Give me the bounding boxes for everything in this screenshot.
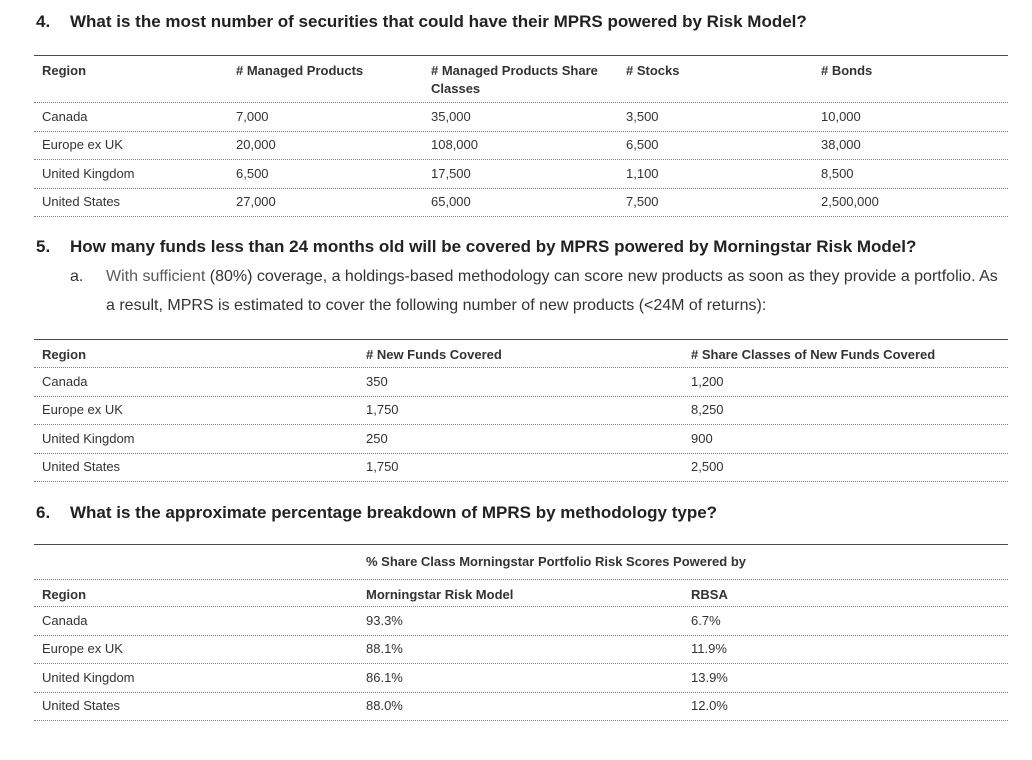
value-cell: 900 xyxy=(691,430,713,446)
value-cell: 2,500 xyxy=(691,459,724,475)
header-bonds: # Bonds xyxy=(821,63,873,78)
value-cell: 17,500 xyxy=(431,165,471,181)
region-cell: Canada xyxy=(42,373,88,389)
header-risk-model: Morningstar Risk Model xyxy=(366,587,514,602)
value-cell: 6.7% xyxy=(691,612,721,628)
value-cell: 1,100 xyxy=(626,165,659,181)
question-6-heading xyxy=(36,503,717,523)
value-cell: 38,000 xyxy=(821,137,861,153)
value-cell: 1,750 xyxy=(366,402,399,418)
value-cell: 88.1% xyxy=(366,641,403,657)
question-5-note xyxy=(70,262,1006,320)
value-cell: 27,000 xyxy=(236,194,276,210)
region-cell: United States xyxy=(42,459,121,475)
region-cell: Europe ex UK xyxy=(42,402,123,418)
value-cell: 88.0% xyxy=(366,698,403,714)
table-row xyxy=(34,636,1008,665)
header-share-classes-covered: # Share Classes of New Funds Covered xyxy=(691,347,936,362)
header-managed-products: # Managed Products xyxy=(236,63,364,78)
question-5-heading xyxy=(36,237,916,257)
table-row xyxy=(34,132,1008,161)
table-row xyxy=(34,664,1008,693)
note-highlight: With sufficient xyxy=(106,268,206,285)
region-cell: United Kingdom xyxy=(42,165,135,181)
value-cell: 11.9% xyxy=(691,641,727,657)
table-row xyxy=(34,189,1008,218)
value-cell: 8,500 xyxy=(821,165,854,181)
value-cell: 3,500 xyxy=(626,108,659,124)
region-cell: Canada xyxy=(42,108,88,124)
header-stocks: # Stocks xyxy=(626,63,680,78)
group-header: % Share Class Morningstar Portfolio Risk Scores Powered by xyxy=(366,554,746,569)
value-cell: 1,750 xyxy=(366,459,399,475)
group-header-row xyxy=(34,545,1008,580)
securities-table xyxy=(34,55,1008,217)
table-row xyxy=(34,160,1008,189)
value-cell: 8,250 xyxy=(691,402,724,418)
value-cell: 65,000 xyxy=(431,194,471,210)
question-text: How many funds less than 24 months old will be covered by MPRS powered by Morningstar Risk Model? xyxy=(70,237,917,256)
value-cell: 13.9% xyxy=(691,669,728,685)
region-cell: United Kingdom xyxy=(42,669,135,685)
question-text: What is the approximate percentage breakdown of MPRS by methodology type? xyxy=(70,503,718,522)
table-row xyxy=(34,607,1008,636)
value-cell: 10,000 xyxy=(821,108,861,124)
value-cell: 2,500,000 xyxy=(821,194,879,210)
region-cell: United Kingdom xyxy=(42,430,135,446)
table-row xyxy=(34,397,1008,426)
table-header-row xyxy=(34,580,1008,607)
value-cell: 12.0% xyxy=(691,698,728,714)
table-row xyxy=(34,693,1008,722)
methodology-table xyxy=(34,544,1008,721)
region-cell: United States xyxy=(42,698,121,714)
header-new-funds-covered: # New Funds Covered xyxy=(366,347,502,362)
table-row xyxy=(34,368,1008,397)
question-number: 5. xyxy=(36,237,51,256)
region-cell: United States xyxy=(42,194,121,210)
value-cell: 108,000 xyxy=(431,137,478,153)
value-cell: 6,500 xyxy=(626,137,659,153)
value-cell: 86.1% xyxy=(366,669,403,685)
value-cell: 35,000 xyxy=(431,108,471,124)
question-number: 4. xyxy=(36,12,51,31)
question-number: 6. xyxy=(36,503,51,522)
header-region: Region xyxy=(42,347,87,362)
value-cell: 7,000 xyxy=(236,108,269,124)
header-managed-products-share-classes: # Managed Products Share Classes xyxy=(431,63,598,96)
value-cell: 20,000 xyxy=(236,137,276,153)
question-4-heading xyxy=(36,12,807,32)
new-funds-table xyxy=(34,339,1008,482)
question-text: What is the most number of securities that could have their MPRS powered by Risk Model? xyxy=(70,12,807,31)
table-row xyxy=(34,103,1008,132)
table-row xyxy=(34,454,1008,483)
region-cell: Europe ex UK xyxy=(42,137,123,153)
table-row xyxy=(34,425,1008,454)
header-region: Region xyxy=(42,63,87,78)
value-cell: 6,500 xyxy=(236,165,269,181)
region-cell: Canada xyxy=(42,612,88,628)
value-cell: 250 xyxy=(366,430,388,446)
value-cell: 93.3% xyxy=(366,612,403,628)
table-header-row xyxy=(34,56,1008,103)
value-cell: 7,500 xyxy=(626,194,659,210)
table-header-row xyxy=(34,340,1008,368)
note-letter: a. xyxy=(70,268,84,285)
header-region: Region xyxy=(42,587,87,602)
note-text: (80%) coverage, a holdings-based methodology can score new products as soon as they provide a portfolio. As a result, MPRS is estimated to cover the following number of new products (<24M of returns): xyxy=(106,268,998,314)
value-cell: 350 xyxy=(366,373,388,389)
region-cell: Europe ex UK xyxy=(42,641,123,657)
value-cell: 1,200 xyxy=(691,373,724,389)
header-rbsa: RBSA xyxy=(691,587,728,602)
